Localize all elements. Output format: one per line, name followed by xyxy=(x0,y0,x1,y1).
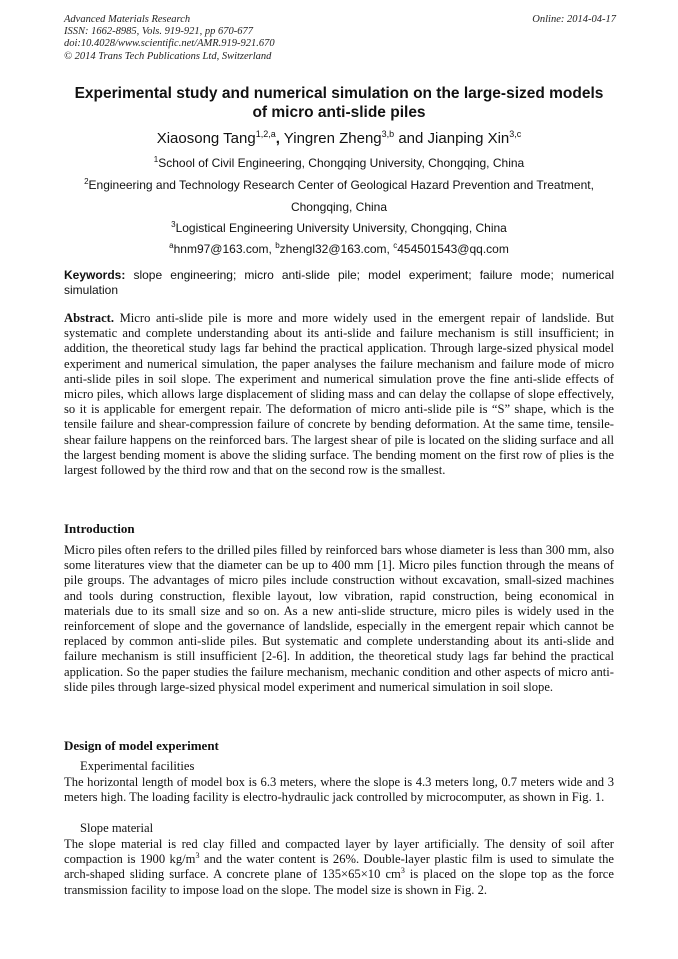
affiliation-3-sup: 3 xyxy=(171,220,176,229)
author-list: Xiaosong Tang$^{1,2,a}$, Yingren Zheng$^{3,b}$ and Jianping Xin$^{3,c}$ xyxy=(156,129,522,147)
copyright-line: © 2014 Trans Tech Publications Ltd, Switzerland xyxy=(64,50,272,62)
keywords-label: Keywords: xyxy=(64,268,126,282)
experimental-facilities-text: The horizontal length of model box is 6.3 meters, where the slope is 4.3 meters long, 0.7 meters wide and 3 meters high. The loading facility is electro-hydraulic jack controlled by microcomputer, as shown in Fig. 1. xyxy=(64,775,614,805)
keywords-text: slope engineering; micro anti-slide pile; model experiment; failure mode; numerical simulation xyxy=(64,268,614,297)
paper-title xyxy=(60,84,618,122)
journal-header xyxy=(64,14,275,63)
author-and: and xyxy=(398,130,424,147)
affiliation-2-text: Engineering and Technology Research Center of Geological Hazard Prevention and Treatment, xyxy=(88,178,594,192)
email-list xyxy=(60,242,618,257)
density-unit-sup: 3 xyxy=(195,851,200,861)
affiliation-3-text: Logistical Engineering University University, Chongqing, China xyxy=(175,221,507,235)
affiliation-1-sup: 1 xyxy=(153,155,159,164)
author-3: Jianping Xin xyxy=(427,130,510,147)
volume-unit-sup: 3 xyxy=(400,866,405,876)
affiliation-2 xyxy=(60,178,618,193)
email-c-sup: c xyxy=(393,241,398,250)
slope-material-part-2: and the water content is 26%. Double-layer plastic film is used to simulate the arch-shaped sliding surface. A concrete plane of 135×65×10 cm xyxy=(64,852,615,882)
issn-line: ISSN: 1662-8985, Vols. 919-921, pp 670-677 xyxy=(64,26,253,38)
slope-material-text xyxy=(64,837,614,898)
introduction-heading: Introduction xyxy=(64,521,135,536)
affiliation-3 xyxy=(60,221,618,236)
affiliation-2-sup: 2 xyxy=(84,177,89,186)
abstract-label: Abstract. xyxy=(64,311,115,325)
email-c: 454501543@qq.com xyxy=(397,242,509,256)
introduction-text: Micro piles often refers to the drilled piles filled by reinforced bars whose diameter is less than 300 mm, also some literatures view that the diameter can be up to 400 mm [1]. Micro piles function through the means of pile groups. The advantages of micro piles include construction without excavation, small-sized machines and tools during construction, flexible layout, low vibration, rapid construction, being economical in materials due to its small size and so on. As a new anti-slide structure, micro piles is widely used in the reinforcement of slope and the governance of landslide, especially in the emergent repair which cannot be replaced by common anti-slide piles. But systematic and complete understanding about its anti-slide and failure mechanism is still insufficient [2-6]. In addition, the theoretical study lags far behind the practical application. So the paper studies the failure mechanism, mechanic condition and other aspects of micro anti-slide piles through large-sized physical model experiment and numerical simulation in soil slope. xyxy=(64,543,614,694)
affiliation-2-line-2: Chongqing, China xyxy=(290,200,388,214)
affiliation-1 xyxy=(60,156,618,171)
subheading-slope-material: Slope material xyxy=(80,821,154,835)
slope-material-part-3: is placed on the slope top as the force transmission facility to impose load on the slope. The model size is shown in Fig. 2. xyxy=(64,867,614,897)
affiliation-1-text: School of Civil Engineering, Chongqing University, Chongqing, China xyxy=(158,156,525,170)
abstract-block xyxy=(64,311,614,478)
email-a: hnm97@163.com, xyxy=(173,242,272,256)
design-heading: Design of model experiment xyxy=(64,738,219,753)
doi-line: doi:10.4028/www.scientific.net/AMR.919-921.670 xyxy=(64,38,275,50)
author-3-sup: 3,c xyxy=(509,129,522,139)
email-b-sup: b xyxy=(275,241,280,250)
author-1: Xiaosong Tang xyxy=(156,130,256,147)
author-2-sup: 3,b xyxy=(381,129,395,139)
abstract-text: Micro anti-slide pile is more and more widely used in the emergent repair of landslide. But systematic and complete understanding about its anti-slide and failure mechanism is still insufficient; in addition, the theoretical study lags far behind the practical application. Through large-sized physical model experiment and numerical simulation, the paper analyses the failure mechanism and failure mode of micro anti-slide piles in soil slope. The experiment and numerical simulation prove the fine anti-slide effects of micro piles, which allows large displacement of sliding mass and can delay the collapse of slope effectively, so it is applicable for emergent repair. The deformation of micro anti-slide pile is “S” shape, which is the tensile failure and shear-compression failure of concrete by bending deformation. At the same time, tensile-shear failure happens on the reinforced bars. The largest shear of pile is located on the sliding surface and all the largest bending moment is above the sliding surface. The bending moment on the first row of plies is the largest followed by the third row and that on the second row is the smallest. xyxy=(64,311,615,478)
slope-material-part-1: The slope material is red clay filled and compacted layer by layer artificially. The density of soil after compaction is 1900 kg/m xyxy=(64,837,614,867)
subheading-experimental-facilities: Experimental facilities xyxy=(80,759,195,773)
email-b: zhengl32@163.com, xyxy=(279,242,390,256)
title-line-2: of micro anti-slide piles xyxy=(252,104,426,121)
journal-name: Advanced Materials Research xyxy=(64,14,191,25)
email-a-sup: a xyxy=(169,241,174,250)
keywords-block xyxy=(64,268,614,298)
title-line-1: Experimental study and numerical simulation on the large-sized models xyxy=(74,85,604,102)
author-1-sup: 1,2,a xyxy=(255,129,276,139)
author-2: Yingren Zheng xyxy=(283,130,382,147)
online-date: Online: 2014-04-17 xyxy=(532,14,616,25)
